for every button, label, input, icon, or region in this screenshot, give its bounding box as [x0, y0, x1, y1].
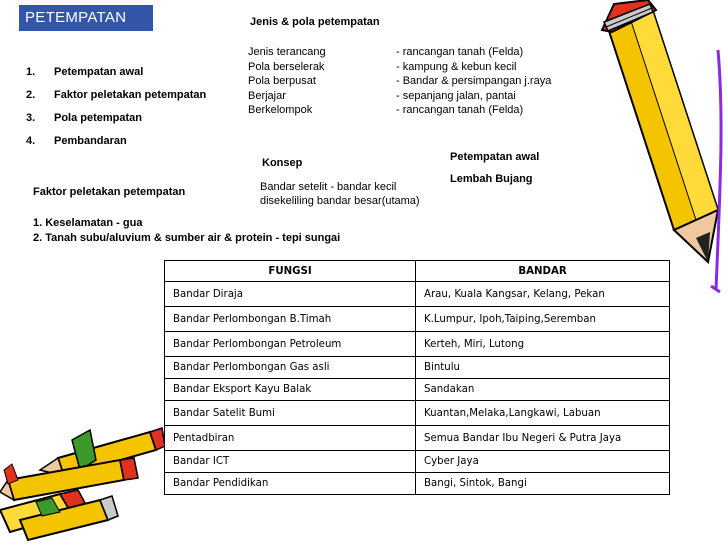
list-item: 1. Petempatan awal — [26, 66, 144, 78]
table-row: Bandar Perlombongan B.Timah K.Lumpur, Ipoh,Taiping,Seremban — [165, 307, 670, 332]
table-row: Bandar ICT Cyber Jaya — [165, 451, 670, 473]
column-header: FUNGSI — [165, 261, 416, 282]
jenis-desc: - sepanjang jalan, pantai — [396, 89, 516, 102]
konsep-heading: Konsep — [262, 157, 303, 169]
list-item: 3. Pola petempatan — [26, 112, 143, 124]
topic-list — [26, 66, 206, 158]
konsep-text: Bandar setelit - bandar kecil disekeliling bandar besar(utama) — [260, 181, 420, 207]
column-header: BANDAR — [416, 261, 670, 282]
jenis-type: Berjajar — [248, 89, 286, 102]
jenis-heading: Jenis & pola petempatan — [250, 16, 380, 28]
jenis-desc: - kampung & kebun kecil — [396, 60, 517, 73]
jenis-type: Pola berselerak — [248, 60, 325, 73]
list-item: 4. Pembandaran — [26, 135, 127, 147]
jenis-type: Berkelompok — [248, 104, 313, 116]
page-title: PETEMPATAN — [19, 5, 153, 31]
pencil-icon — [0, 420, 165, 546]
table-row: Bandar Pendidikan Bangi, Sintok, Bangi — [165, 473, 670, 495]
faktor-heading: Faktor peletakan petempatan — [33, 186, 186, 198]
table-row: Pentadbiran Semua Bandar Ibu Negeri & Putra Jaya — [165, 426, 670, 451]
jenis-type: Pola berpusat — [248, 75, 316, 87]
faktor-list — [33, 216, 340, 246]
jenis-desc: - rancangan tanah (Felda) — [396, 46, 524, 58]
table-row: Bandar Perlombongan Gas asli Bintulu — [165, 357, 670, 379]
table-row: Bandar Perlombongan Petroleum Kerteh, Miri, Lutong — [165, 332, 670, 357]
jenis-desc: - Bandar & persimpangan j.raya — [396, 75, 552, 87]
awal-value: Lembah Bujang — [450, 173, 533, 185]
jenis-desc: - rancangan tanah (Felda) — [396, 104, 524, 116]
table-row: Bandar Satelit Bumi Kuantan,Melaka,Langkawi, Labuan — [165, 401, 670, 426]
awal-heading: Petempatan awal — [450, 151, 540, 163]
jenis-type: Jenis terancang — [248, 46, 326, 58]
list-item: 1. Keselamatan - gua — [33, 217, 143, 229]
jenis-types — [248, 45, 326, 118]
table-row: Bandar Diraja Arau, Kuala Kangsar, Kelang, Pekan — [165, 282, 670, 307]
table-row: Bandar Eksport Kayu Balak Sandakan — [165, 379, 670, 401]
list-item: 2. Tanah subu/aluvium & sumber air & protein - tepi sungai — [33, 232, 341, 244]
pencil-icon — [590, 0, 728, 310]
jenis-descriptions — [396, 45, 551, 118]
list-item: 2. Faktor peletakan petempatan — [26, 89, 207, 101]
